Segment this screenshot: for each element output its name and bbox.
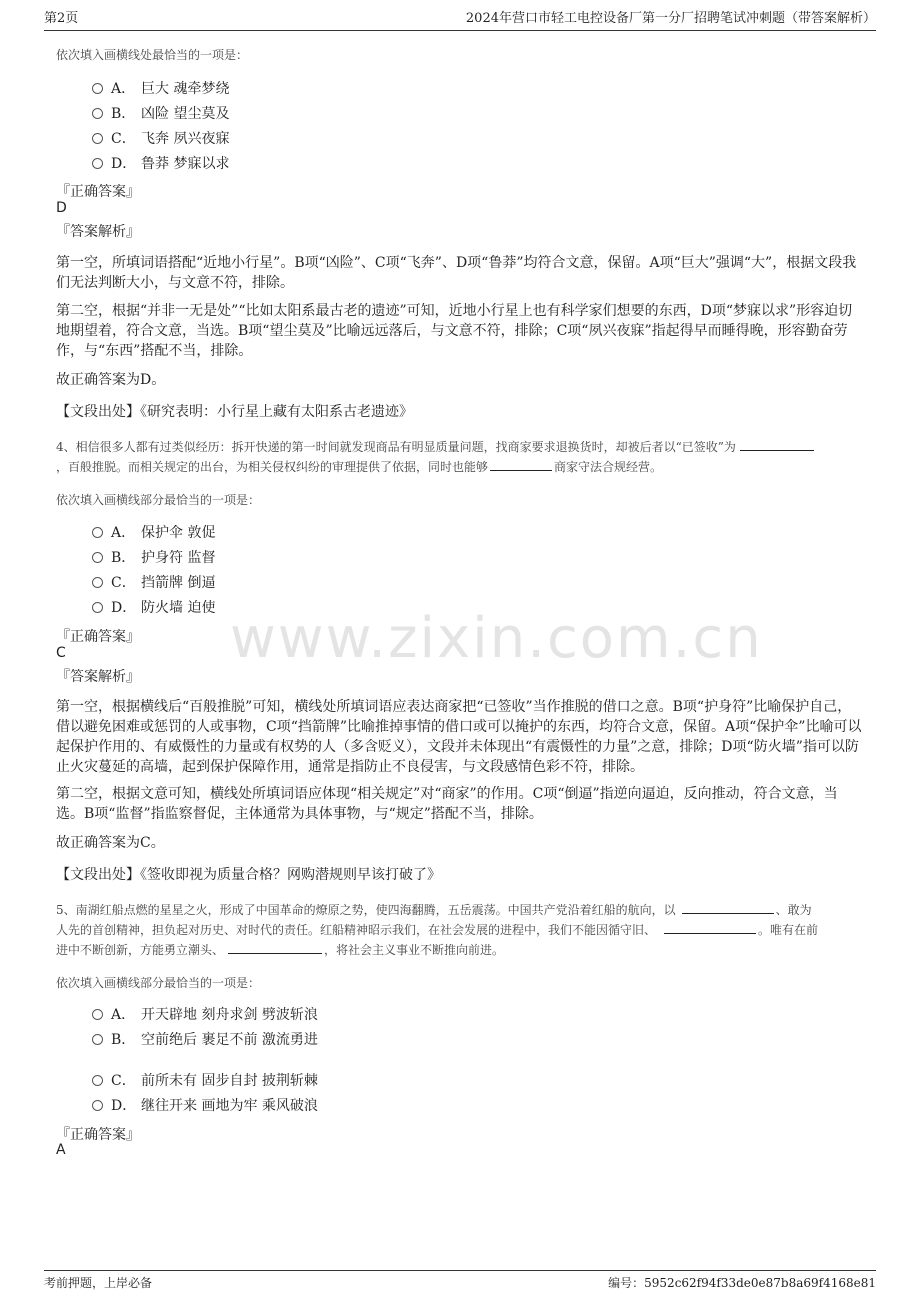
q4-analysis-para-2: 第二空，根据文意可知，横线处所填词语应体现“相关规定”对“商家”的作用。C项“倒逼”指逆向逼迫，反向推动，符合文意，当选。B项“监督”指监察督促，主体通常为具体事物，与“规定”搭配不当，排除。: [56, 786, 838, 822]
radio-icon[interactable]: [92, 158, 103, 169]
radio-icon[interactable]: [92, 602, 103, 613]
radio-icon[interactable]: [92, 83, 103, 94]
q3-answer: D: [56, 200, 67, 216]
q5-stem-line-2: 人先的首创精神，担负起对历史、对时代的责任。红船精神昭示我们，在社会发展的进程中，我们不能因循守旧、 。唯有在前: [56, 923, 819, 937]
q3-option-b[interactable]: B． 凶险 望尘莫及: [92, 104, 229, 124]
q4-source: 【文段出处】《签收即视为质量合格？网购潜规则早该打破了》: [56, 867, 441, 883]
q4-conclusion: 故正确答案为C。: [56, 835, 165, 851]
radio-icon[interactable]: [92, 527, 103, 538]
radio-icon[interactable]: [92, 1075, 103, 1086]
radio-icon[interactable]: [92, 108, 103, 119]
q3-option-d[interactable]: D． 鲁莽 梦寐以求: [92, 154, 229, 174]
radio-icon[interactable]: [92, 133, 103, 144]
q3-analysis-para-1: 第一空，所填词语搭配“近地小行星”。B项“凶险”、C项“飞奔”、D项“鲁莽”均符合文意，保留。A项“巨大”强调“大”，根据文段我们无法判断大小，与文意不符，排除。: [56, 255, 857, 291]
q3-instruction: 依次填入画横线处最恰当的一项是：: [56, 48, 249, 62]
q5-option-b[interactable]: B． 空前绝后 裹足不前 激流勇进: [92, 1030, 318, 1050]
q5-option-a[interactable]: A． 开天辟地 刻舟求剑 劈波斩浪: [92, 1005, 318, 1025]
q3-option-c[interactable]: C． 飞奔 夙兴夜寐: [92, 129, 229, 149]
q4-stem-line-2: ，百般推脱。而相关规定的出台，为相关侵权纠纷的审理提供了依据，同时也能够 商家守法合规经营。: [56, 460, 663, 474]
blank-line: [228, 941, 322, 954]
q3-analysis-tag: 『答案解析』: [56, 224, 140, 240]
q5-option-d[interactable]: D． 继往开来 画地为牢 乘风破浪: [92, 1096, 318, 1116]
radio-icon[interactable]: [92, 1034, 103, 1045]
q4-instruction: 依次填入画横线部分最恰当的一项是：: [56, 493, 261, 507]
q4-option-c[interactable]: C． 挡箭牌 倒逼: [92, 573, 215, 593]
document-id: 编号：5952c62f94f33de0e87b8a69f4168e81: [608, 1276, 876, 1290]
q4-option-b[interactable]: B． 护身符 监督: [92, 548, 215, 568]
q5-option-c[interactable]: C． 前所未有 固步自封 披荆斩棘: [92, 1071, 318, 1091]
q4-option-d[interactable]: D． 防火墙 迫使: [92, 598, 215, 618]
page-number: 第2页: [44, 11, 79, 26]
page-header: [44, 8, 876, 31]
blank-line: [740, 438, 814, 451]
document-title: 2024年营口市轻工电控设备厂第一分厂招聘笔试冲刺题（带答案解析）: [465, 11, 876, 26]
q3-analysis-para-2: 第二空，根据“并非一无是处”“比如太阳系最古老的遗迹”可知，近地小行星上也有科学家们想要的东西，D项“梦寐以求”形容迫切地期望着，符合文意，当选。B项“望尘莫及”比喻远远落后，与文意不符，排除；C项“夙兴夜寐”指起得早而睡得晚，形容勤奋劳作，与“东西”搭配不当，排除。: [56, 303, 853, 359]
blank-line: [664, 921, 756, 934]
q3-option-a[interactable]: A． 巨大 魂牵梦绕: [92, 79, 229, 99]
q3-answer-tag: 『正确答案』: [56, 184, 140, 200]
radio-icon[interactable]: [92, 577, 103, 588]
blank-line: [682, 901, 774, 914]
radio-icon[interactable]: [92, 1100, 103, 1111]
q4-stem-line-1: 4、相信很多人都有过类似经历：拆开快递的第一时间就发现商品有明显质量问题，找商家要求退换货时，却被后者以“已签收”为: [56, 438, 866, 455]
watermark: www.zixin.com.cn: [230, 606, 763, 671]
radio-icon[interactable]: [92, 552, 103, 563]
footer-slogan: 考前押题，上岸必备: [44, 1276, 153, 1290]
q4-option-a[interactable]: A． 保护伞 敦促: [92, 523, 215, 543]
q4-answer-tag: 『正确答案』: [56, 629, 140, 645]
page-footer: [44, 1270, 876, 1291]
q4-analysis-tag: 『答案解析』: [56, 669, 140, 685]
q3-source: 【文段出处】《研究表明：小行星上藏有太阳系古老遗迹》: [56, 404, 413, 420]
q3-conclusion: 故正确答案为D。: [56, 372, 166, 388]
radio-icon[interactable]: [92, 1009, 103, 1020]
q4-analysis-para-1: 第一空，根据横线后“百般推脱”可知，横线处所填词语应表达商家把“已签收”当作推脱的借口之意。B项“护身符”比喻保护自己，借以避免困难或惩罚的人或事物，C项“挡箭牌”比喻推掉事情的借口或可以掩护的东西，均符合文意，保留。A项“保护伞”比喻可以起保护作用的、有威慑性的力量或有权势的人（多含贬义），文段并未体现出“有震慑性的力量”之意，排除；D项“防火墙”指可以防止火灾蔓延的高墙，起到保护保障作用，通常是指防止不良侵害，与文段感情色彩不符，排除。: [56, 699, 862, 775]
q5-answer-tag: 『正确答案』: [56, 1127, 140, 1143]
q5-stem-line-1: 5、南湖红船点燃的星星之火，形成了中国革命的燎原之势，使四海翻腾，五岳震荡。中国共产党沿着红船的航向，以 、敢为: [56, 903, 812, 917]
blank-line: [490, 458, 552, 471]
q4-answer: C: [56, 645, 66, 661]
q5-instruction: 依次填入画横线部分最恰当的一项是：: [56, 976, 261, 990]
q5-answer: A: [56, 1142, 66, 1158]
q5-stem-line-3: 进中不断创新，方能勇立潮头、 ，将社会主义事业不断推向前进。: [56, 943, 505, 957]
